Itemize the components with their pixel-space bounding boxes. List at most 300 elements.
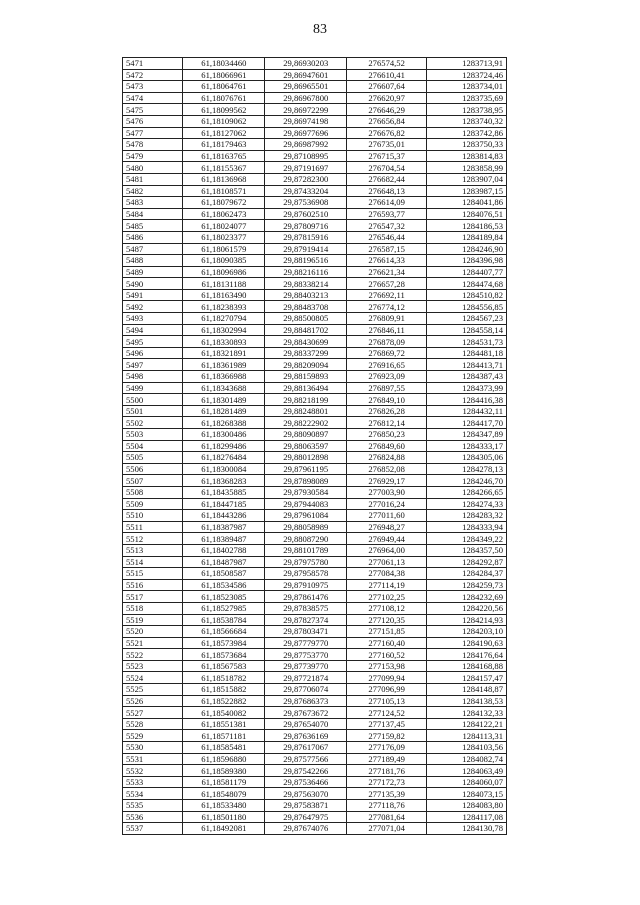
table-row xyxy=(123,347,507,359)
y-coordinate-cell: 1284103,56 xyxy=(427,742,507,754)
table-row xyxy=(123,405,507,417)
y-coordinate-cell: 1283750,33 xyxy=(427,139,507,151)
longitude-cell: 29,87536908 xyxy=(265,197,347,209)
y-coordinate-cell: 1283735,69 xyxy=(427,92,507,104)
longitude-cell: 29,87861476 xyxy=(265,591,347,603)
longitude-cell: 29,86987992 xyxy=(265,139,347,151)
latitude-cell: 61,18343688 xyxy=(183,382,265,394)
y-coordinate-cell: 1284073,15 xyxy=(427,788,507,800)
x-coordinate-cell: 277120,35 xyxy=(347,614,427,626)
point-number-cell: 5472 xyxy=(123,69,183,81)
point-number-cell: 5478 xyxy=(123,139,183,151)
latitude-cell: 61,18155367 xyxy=(183,162,265,174)
y-coordinate-cell: 1284138,53 xyxy=(427,695,507,707)
latitude-cell: 61,18108571 xyxy=(183,185,265,197)
longitude-cell: 29,87803471 xyxy=(265,626,347,638)
point-number-cell: 5476 xyxy=(123,115,183,127)
table-row xyxy=(123,684,507,696)
latitude-cell: 61,18268388 xyxy=(183,417,265,429)
table-row xyxy=(123,753,507,765)
longitude-cell: 29,87563070 xyxy=(265,788,347,800)
point-number-cell: 5528 xyxy=(123,718,183,730)
latitude-cell: 61,18566684 xyxy=(183,626,265,638)
point-number-cell: 5535 xyxy=(123,800,183,812)
table-row xyxy=(123,718,507,730)
y-coordinate-cell: 1284246,90 xyxy=(427,243,507,255)
latitude-cell: 61,18079672 xyxy=(183,197,265,209)
point-number-cell: 5512 xyxy=(123,533,183,545)
x-coordinate-cell: 277135,39 xyxy=(347,788,427,800)
x-coordinate-cell: 277181,76 xyxy=(347,765,427,777)
x-coordinate-cell: 277081,64 xyxy=(347,811,427,823)
x-coordinate-cell: 276850,23 xyxy=(347,429,427,441)
longitude-cell: 29,88216116 xyxy=(265,266,347,278)
point-number-cell: 5495 xyxy=(123,336,183,348)
latitude-cell: 61,18099562 xyxy=(183,104,265,116)
latitude-cell: 61,18443286 xyxy=(183,510,265,522)
point-number-cell: 5537 xyxy=(123,823,183,835)
table-row xyxy=(123,568,507,580)
point-number-cell: 5519 xyxy=(123,614,183,626)
table-row xyxy=(123,823,507,835)
longitude-cell: 29,88481702 xyxy=(265,324,347,336)
y-coordinate-cell: 1284148,87 xyxy=(427,684,507,696)
point-number-cell: 5526 xyxy=(123,695,183,707)
x-coordinate-cell: 276715,37 xyxy=(347,150,427,162)
latitude-cell: 61,18064761 xyxy=(183,81,265,93)
latitude-cell: 61,18389487 xyxy=(183,533,265,545)
point-number-cell: 5503 xyxy=(123,429,183,441)
point-number-cell: 5514 xyxy=(123,556,183,568)
table-row xyxy=(123,800,507,812)
x-coordinate-cell: 276878,09 xyxy=(347,336,427,348)
longitude-cell: 29,88058989 xyxy=(265,521,347,533)
x-coordinate-cell: 276949,44 xyxy=(347,533,427,545)
table-row xyxy=(123,115,507,127)
y-coordinate-cell: 1284083,80 xyxy=(427,800,507,812)
point-number-cell: 5510 xyxy=(123,510,183,522)
x-coordinate-cell: 276656,84 xyxy=(347,115,427,127)
y-coordinate-cell: 1284387,43 xyxy=(427,371,507,383)
point-number-cell: 5523 xyxy=(123,660,183,672)
y-coordinate-cell: 1284214,93 xyxy=(427,614,507,626)
table-row xyxy=(123,324,507,336)
x-coordinate-cell: 276621,34 xyxy=(347,266,427,278)
longitude-cell: 29,87706074 xyxy=(265,684,347,696)
point-number-cell: 5530 xyxy=(123,742,183,754)
longitude-cell: 29,87827374 xyxy=(265,614,347,626)
x-coordinate-cell: 277114,19 xyxy=(347,579,427,591)
y-coordinate-cell: 1284347,89 xyxy=(427,429,507,441)
y-coordinate-cell: 1284117,08 xyxy=(427,811,507,823)
y-coordinate-cell: 1284168,88 xyxy=(427,660,507,672)
x-coordinate-cell: 277137,45 xyxy=(347,718,427,730)
y-coordinate-cell: 1283858,99 xyxy=(427,162,507,174)
y-coordinate-cell: 1284130,78 xyxy=(427,823,507,835)
latitude-cell: 61,18596880 xyxy=(183,753,265,765)
x-coordinate-cell: 276614,33 xyxy=(347,255,427,267)
table-row xyxy=(123,811,507,823)
x-coordinate-cell: 277172,73 xyxy=(347,776,427,788)
latitude-cell: 61,18361989 xyxy=(183,359,265,371)
longitude-cell: 29,87809716 xyxy=(265,220,347,232)
point-number-cell: 5520 xyxy=(123,626,183,638)
y-coordinate-cell: 1284186,53 xyxy=(427,220,507,232)
y-coordinate-cell: 1283814,83 xyxy=(427,150,507,162)
longitude-cell: 29,88087290 xyxy=(265,533,347,545)
y-coordinate-cell: 1284416,38 xyxy=(427,394,507,406)
x-coordinate-cell: 276852,08 xyxy=(347,463,427,475)
x-coordinate-cell: 276648,13 xyxy=(347,185,427,197)
longitude-cell: 29,87636169 xyxy=(265,730,347,742)
point-number-cell: 5473 xyxy=(123,81,183,93)
point-number-cell: 5474 xyxy=(123,92,183,104)
table-row xyxy=(123,440,507,452)
table-row xyxy=(123,660,507,672)
longitude-cell: 29,86977696 xyxy=(265,127,347,139)
longitude-cell: 29,87583871 xyxy=(265,800,347,812)
x-coordinate-cell: 277151,85 xyxy=(347,626,427,638)
x-coordinate-cell: 277099,94 xyxy=(347,672,427,684)
x-coordinate-cell: 277003,90 xyxy=(347,486,427,498)
longitude-cell: 29,88101789 xyxy=(265,544,347,556)
table-row xyxy=(123,243,507,255)
y-coordinate-cell: 1283742,86 xyxy=(427,127,507,139)
table-row xyxy=(123,289,507,301)
latitude-cell: 61,18508587 xyxy=(183,568,265,580)
point-number-cell: 5536 xyxy=(123,811,183,823)
longitude-cell: 29,88430699 xyxy=(265,336,347,348)
y-coordinate-cell: 1284189,84 xyxy=(427,231,507,243)
point-number-cell: 5475 xyxy=(123,104,183,116)
latitude-cell: 61,18540082 xyxy=(183,707,265,719)
y-coordinate-cell: 1284556,85 xyxy=(427,301,507,313)
x-coordinate-cell: 276574,52 xyxy=(347,58,427,70)
latitude-cell: 61,18076761 xyxy=(183,92,265,104)
latitude-cell: 61,18163765 xyxy=(183,150,265,162)
table-row xyxy=(123,162,507,174)
x-coordinate-cell: 276620,97 xyxy=(347,92,427,104)
point-number-cell: 5511 xyxy=(123,521,183,533)
y-coordinate-cell: 1284417,70 xyxy=(427,417,507,429)
latitude-cell: 61,18538784 xyxy=(183,614,265,626)
longitude-cell: 29,86967800 xyxy=(265,92,347,104)
table-row xyxy=(123,104,507,116)
y-coordinate-cell: 1284246,70 xyxy=(427,475,507,487)
latitude-cell: 61,18567583 xyxy=(183,660,265,672)
table-row xyxy=(123,788,507,800)
latitude-cell: 61,18321891 xyxy=(183,347,265,359)
latitude-cell: 61,18299486 xyxy=(183,440,265,452)
longitude-cell: 29,87815916 xyxy=(265,231,347,243)
point-number-cell: 5488 xyxy=(123,255,183,267)
point-number-cell: 5496 xyxy=(123,347,183,359)
table-row xyxy=(123,81,507,93)
point-number-cell: 5508 xyxy=(123,486,183,498)
x-coordinate-cell: 276824,88 xyxy=(347,452,427,464)
latitude-cell: 61,18302994 xyxy=(183,324,265,336)
latitude-cell: 61,18518782 xyxy=(183,672,265,684)
longitude-cell: 29,88012898 xyxy=(265,452,347,464)
x-coordinate-cell: 276610,41 xyxy=(347,69,427,81)
x-coordinate-cell: 277160,40 xyxy=(347,637,427,649)
table-row xyxy=(123,92,507,104)
longitude-cell: 29,87944083 xyxy=(265,498,347,510)
x-coordinate-cell: 277160,52 xyxy=(347,649,427,661)
point-number-cell: 5513 xyxy=(123,544,183,556)
point-number-cell: 5504 xyxy=(123,440,183,452)
x-coordinate-cell: 276916,65 xyxy=(347,359,427,371)
point-number-cell: 5492 xyxy=(123,301,183,313)
longitude-cell: 29,86947601 xyxy=(265,69,347,81)
y-coordinate-cell: 1284203,10 xyxy=(427,626,507,638)
longitude-cell: 29,88337299 xyxy=(265,347,347,359)
x-coordinate-cell: 276774,12 xyxy=(347,301,427,313)
table-row xyxy=(123,602,507,614)
x-coordinate-cell: 276704,54 xyxy=(347,162,427,174)
y-coordinate-cell: 1284373,99 xyxy=(427,382,507,394)
latitude-cell: 61,18515882 xyxy=(183,684,265,696)
longitude-cell: 29,87961084 xyxy=(265,510,347,522)
longitude-cell: 29,87282300 xyxy=(265,173,347,185)
table-row xyxy=(123,255,507,267)
x-coordinate-cell: 276809,91 xyxy=(347,313,427,325)
point-number-cell: 5529 xyxy=(123,730,183,742)
point-number-cell: 5533 xyxy=(123,776,183,788)
latitude-cell: 61,18024077 xyxy=(183,220,265,232)
table-row xyxy=(123,208,507,220)
longitude-cell: 29,87910975 xyxy=(265,579,347,591)
x-coordinate-cell: 276593,77 xyxy=(347,208,427,220)
longitude-cell: 29,87975780 xyxy=(265,556,347,568)
y-coordinate-cell: 1284113,31 xyxy=(427,730,507,742)
latitude-cell: 61,18300486 xyxy=(183,429,265,441)
table-row xyxy=(123,313,507,325)
point-number-cell: 5486 xyxy=(123,231,183,243)
coordinates-table xyxy=(122,57,507,835)
x-coordinate-cell: 277176,09 xyxy=(347,742,427,754)
y-coordinate-cell: 1284333,94 xyxy=(427,521,507,533)
latitude-cell: 61,18581179 xyxy=(183,776,265,788)
point-number-cell: 5507 xyxy=(123,475,183,487)
longitude-cell: 29,87536466 xyxy=(265,776,347,788)
y-coordinate-cell: 1283724,46 xyxy=(427,69,507,81)
y-coordinate-cell: 1284283,32 xyxy=(427,510,507,522)
latitude-cell: 61,18127062 xyxy=(183,127,265,139)
latitude-cell: 61,18573984 xyxy=(183,637,265,649)
table-row xyxy=(123,371,507,383)
y-coordinate-cell: 1284357,50 xyxy=(427,544,507,556)
x-coordinate-cell: 276849,60 xyxy=(347,440,427,452)
y-coordinate-cell: 1284132,33 xyxy=(427,707,507,719)
point-number-cell: 5494 xyxy=(123,324,183,336)
x-coordinate-cell: 276546,44 xyxy=(347,231,427,243)
x-coordinate-cell: 276897,55 xyxy=(347,382,427,394)
x-coordinate-cell: 277084,38 xyxy=(347,568,427,580)
point-number-cell: 5471 xyxy=(123,58,183,70)
table-row xyxy=(123,521,507,533)
x-coordinate-cell: 277061,13 xyxy=(347,556,427,568)
table-row xyxy=(123,765,507,777)
table-row xyxy=(123,591,507,603)
x-coordinate-cell: 277159,82 xyxy=(347,730,427,742)
longitude-cell: 29,87898089 xyxy=(265,475,347,487)
table-row xyxy=(123,173,507,185)
table-row xyxy=(123,510,507,522)
latitude-cell: 61,18447185 xyxy=(183,498,265,510)
table-row xyxy=(123,475,507,487)
table-row xyxy=(123,69,507,81)
longitude-cell: 29,87674076 xyxy=(265,823,347,835)
x-coordinate-cell: 276657,28 xyxy=(347,278,427,290)
latitude-cell: 61,18368283 xyxy=(183,475,265,487)
y-coordinate-cell: 1283734,01 xyxy=(427,81,507,93)
y-coordinate-cell: 1284481,18 xyxy=(427,347,507,359)
point-number-cell: 5525 xyxy=(123,684,183,696)
x-coordinate-cell: 277105,13 xyxy=(347,695,427,707)
longitude-cell: 29,87617067 xyxy=(265,742,347,754)
point-number-cell: 5500 xyxy=(123,394,183,406)
x-coordinate-cell: 277102,25 xyxy=(347,591,427,603)
point-number-cell: 5524 xyxy=(123,672,183,684)
table-row xyxy=(123,533,507,545)
longitude-cell: 29,88136494 xyxy=(265,382,347,394)
table-row xyxy=(123,394,507,406)
page-number: 83 xyxy=(313,22,327,37)
x-coordinate-cell: 276849,10 xyxy=(347,394,427,406)
table-row xyxy=(123,614,507,626)
latitude-cell: 61,18589380 xyxy=(183,765,265,777)
table-row xyxy=(123,127,507,139)
x-coordinate-cell: 276869,72 xyxy=(347,347,427,359)
y-coordinate-cell: 1284082,74 xyxy=(427,753,507,765)
longitude-cell: 29,88403213 xyxy=(265,289,347,301)
table-row xyxy=(123,231,507,243)
y-coordinate-cell: 1284176,64 xyxy=(427,649,507,661)
latitude-cell: 61,18300084 xyxy=(183,463,265,475)
latitude-cell: 61,18573684 xyxy=(183,649,265,661)
x-coordinate-cell: 276682,44 xyxy=(347,173,427,185)
table-row xyxy=(123,266,507,278)
point-number-cell: 5522 xyxy=(123,649,183,661)
longitude-cell: 29,87779770 xyxy=(265,637,347,649)
latitude-cell: 61,18023377 xyxy=(183,231,265,243)
table-row xyxy=(123,382,507,394)
point-number-cell: 5527 xyxy=(123,707,183,719)
latitude-cell: 61,18163490 xyxy=(183,289,265,301)
point-number-cell: 5483 xyxy=(123,197,183,209)
point-number-cell: 5480 xyxy=(123,162,183,174)
table-row xyxy=(123,278,507,290)
latitude-cell: 61,18062473 xyxy=(183,208,265,220)
table-row xyxy=(123,695,507,707)
longitude-cell: 29,87108995 xyxy=(265,150,347,162)
point-number-cell: 5517 xyxy=(123,591,183,603)
y-coordinate-cell: 1284220,56 xyxy=(427,602,507,614)
table-row xyxy=(123,486,507,498)
latitude-cell: 61,18585481 xyxy=(183,742,265,754)
longitude-cell: 29,87721874 xyxy=(265,672,347,684)
longitude-cell: 29,87930584 xyxy=(265,486,347,498)
x-coordinate-cell: 277016,24 xyxy=(347,498,427,510)
point-number-cell: 5531 xyxy=(123,753,183,765)
latitude-cell: 61,18034460 xyxy=(183,58,265,70)
point-number-cell: 5501 xyxy=(123,405,183,417)
longitude-cell: 29,87433204 xyxy=(265,185,347,197)
table-row xyxy=(123,58,507,70)
latitude-cell: 61,18238393 xyxy=(183,301,265,313)
longitude-cell: 29,87753770 xyxy=(265,649,347,661)
table-row xyxy=(123,498,507,510)
x-coordinate-cell: 276923,09 xyxy=(347,371,427,383)
latitude-cell: 61,18096986 xyxy=(183,266,265,278)
y-coordinate-cell: 1284274,33 xyxy=(427,498,507,510)
longitude-cell: 29,87654070 xyxy=(265,718,347,730)
latitude-cell: 61,18487987 xyxy=(183,556,265,568)
point-number-cell: 5491 xyxy=(123,289,183,301)
x-coordinate-cell: 276929,17 xyxy=(347,475,427,487)
x-coordinate-cell: 276547,32 xyxy=(347,220,427,232)
y-coordinate-cell: 1284157,47 xyxy=(427,672,507,684)
y-coordinate-cell: 1283740,32 xyxy=(427,115,507,127)
longitude-cell: 29,88338214 xyxy=(265,278,347,290)
x-coordinate-cell: 277189,49 xyxy=(347,753,427,765)
point-number-cell: 5477 xyxy=(123,127,183,139)
y-coordinate-cell: 1283713,91 xyxy=(427,58,507,70)
table-row xyxy=(123,649,507,661)
table-row xyxy=(123,776,507,788)
y-coordinate-cell: 1284531,73 xyxy=(427,336,507,348)
latitude-cell: 61,18435885 xyxy=(183,486,265,498)
longitude-cell: 29,88063597 xyxy=(265,440,347,452)
point-number-cell: 5506 xyxy=(123,463,183,475)
y-coordinate-cell: 1284474,68 xyxy=(427,278,507,290)
table-row xyxy=(123,197,507,209)
longitude-cell: 29,87647975 xyxy=(265,811,347,823)
point-number-cell: 5479 xyxy=(123,150,183,162)
table-row xyxy=(123,336,507,348)
latitude-cell: 61,18179463 xyxy=(183,139,265,151)
latitude-cell: 61,18548079 xyxy=(183,788,265,800)
latitude-cell: 61,18533480 xyxy=(183,800,265,812)
point-number-cell: 5509 xyxy=(123,498,183,510)
x-coordinate-cell: 276676,82 xyxy=(347,127,427,139)
point-number-cell: 5498 xyxy=(123,371,183,383)
x-coordinate-cell: 276607,64 xyxy=(347,81,427,93)
point-number-cell: 5482 xyxy=(123,185,183,197)
point-number-cell: 5532 xyxy=(123,765,183,777)
point-number-cell: 5516 xyxy=(123,579,183,591)
y-coordinate-cell: 1284041,86 xyxy=(427,197,507,209)
latitude-cell: 61,18402788 xyxy=(183,544,265,556)
point-number-cell: 5534 xyxy=(123,788,183,800)
latitude-cell: 61,18534586 xyxy=(183,579,265,591)
longitude-cell: 29,87961195 xyxy=(265,463,347,475)
point-number-cell: 5499 xyxy=(123,382,183,394)
latitude-cell: 61,18571181 xyxy=(183,730,265,742)
x-coordinate-cell: 276587,15 xyxy=(347,243,427,255)
longitude-cell: 29,87673672 xyxy=(265,707,347,719)
point-number-cell: 5490 xyxy=(123,278,183,290)
latitude-cell: 61,18523085 xyxy=(183,591,265,603)
table-row xyxy=(123,185,507,197)
longitude-cell: 29,87958578 xyxy=(265,568,347,580)
latitude-cell: 61,18061579 xyxy=(183,243,265,255)
y-coordinate-cell: 1284063,49 xyxy=(427,765,507,777)
x-coordinate-cell: 276812,14 xyxy=(347,417,427,429)
latitude-cell: 61,18109062 xyxy=(183,115,265,127)
latitude-cell: 61,18330893 xyxy=(183,336,265,348)
